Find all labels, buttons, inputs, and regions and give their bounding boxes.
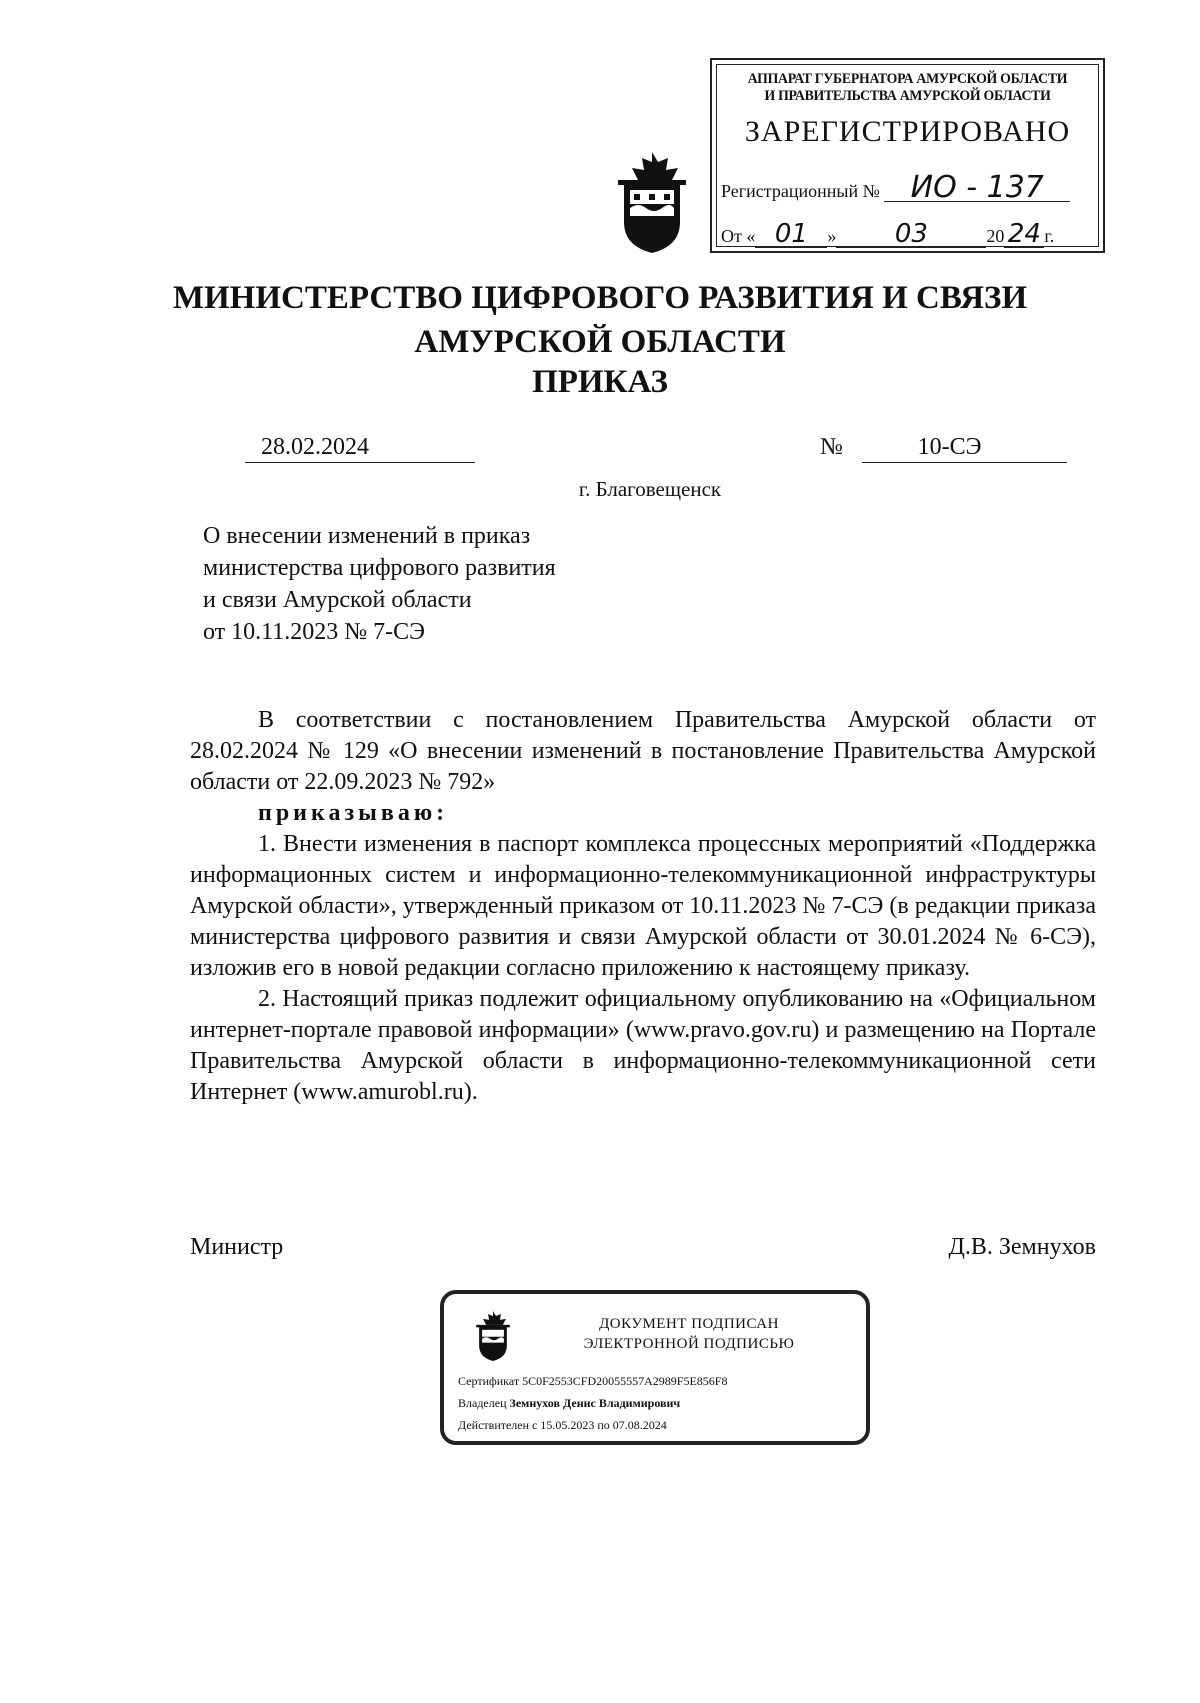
stamp-date-prefix: От « [721,226,756,246]
ministry-title-line1: МИНИСТЕРСТВО ЦИФРОВОГО РАЗВИТИЯ И СВЯЗИ [172,280,1028,316]
stamp-date-year-unit: г. [1044,226,1055,246]
stamp-date-day: 01 [755,221,827,248]
electronic-signature-stamp [440,1290,870,1445]
preamble-paragraph: В соответствии с постановлением Правительства Амурской области от 28.02.2024 № 129 «О внесении изменений в постановление Правительства Амурской области от 22.09.2023 № 792» [190,707,1096,795]
order-item-2: 2. Настоящий приказ подлежит официальному опубликованию на «Официальном интернет-портале правовой информации» (www.pravo.gov.ru) и размещению на Портале Правительства Амурской области в информационно-телекоммуникационной сети Интернет (www.amurobl.ru). [190,986,1096,1105]
esig-cert-label: Сертификат [458,1374,520,1388]
stamp-date-month: 03 [836,221,986,248]
coat-of-arms-icon [472,1310,514,1362]
stamp-org-line1: АППАРАТ ГУБЕРНАТОРА АМУРСКОЙ ОБЛАСТИ [747,71,1068,87]
stamp-date-year-prefix: 20 [986,226,1005,246]
ministry-title-line2: АМУРСКОЙ ОБЛАСТИ [414,324,786,360]
directive-word: приказываю: [258,800,449,826]
stamp-org-line2: И ПРАВИТЕЛЬСТВА АМУРСКОЙ ОБЛАСТИ [764,88,1051,104]
document-date: 28.02.2024 [245,432,475,463]
signatory-name: Д.В. Земнухов [948,1234,1096,1260]
esig-heading-line2: ЭЛЕКТРОННОЙ ПОДПИСЬЮ [583,1336,795,1352]
esig-validity [458,1418,667,1433]
stamp-number-label: Регистрационный № [721,181,880,201]
stamp-title: ЗАРЕГИСТРИРОВАНО [744,115,1071,148]
esig-valid-to: 07.08.2024 [612,1418,667,1432]
esig-valid-label: Действителен с [458,1418,538,1432]
esig-valid-from: 15.05.2023 [540,1418,595,1432]
stamp-number-row [721,170,1070,205]
esig-owner [458,1396,680,1411]
esig-certificate [458,1374,727,1389]
document-number: 10-СЭ [862,432,1067,463]
registration-stamp-frame [716,64,1099,247]
signatory-title: Министр [190,1234,284,1260]
registration-stamp [710,58,1105,253]
document-type-title: ПРИКАЗ [532,364,668,400]
esig-owner-label: Владелец [458,1396,507,1410]
esig-valid-to-label: по [597,1418,610,1432]
document-number-sign: № [820,434,843,460]
order-item-1: 1. Внести изменения в паспорт комплекса процессных мероприятий «Поддержка информационных систем и информационно-телекоммуникационной инфраструктуры Амурской области», утвержденный приказом от 10.11.2023 № 7-СЭ (в редакции приказа министерства цифрового развития и связи Амурской области от 30.01.2024 № 6-СЭ), изложив его в новой редакции согласно приложению к настоящему приказу. [190,831,1096,981]
subject-line: О внесении изменений в приказ [203,523,531,549]
stamp-date-year: 24 [1004,221,1044,248]
subject-line: от 10.11.2023 № 7-СЭ [203,619,426,645]
subject-line: министерства цифрового развития [203,555,556,581]
esig-cert-value: 5C0F2553CFD20055557A2989F5E856F8 [522,1374,728,1388]
coat-of-arms-icon [612,150,692,255]
subject-line: и связи Амурской области [203,587,472,613]
esig-owner-value: Земнухов Денис Владимирович [509,1396,681,1410]
stamp-date-row [721,221,1054,248]
stamp-number-value: ИО - 137 [884,175,1070,202]
document-subject [203,520,556,648]
esig-heading-line1: ДОКУМЕНТ ПОДПИСАН [599,1316,779,1332]
document-city: г. Благовещенск [578,477,722,501]
stamp-date-sep: » [827,226,837,246]
esig-heading [524,1314,854,1354]
document-body [190,705,1096,1108]
